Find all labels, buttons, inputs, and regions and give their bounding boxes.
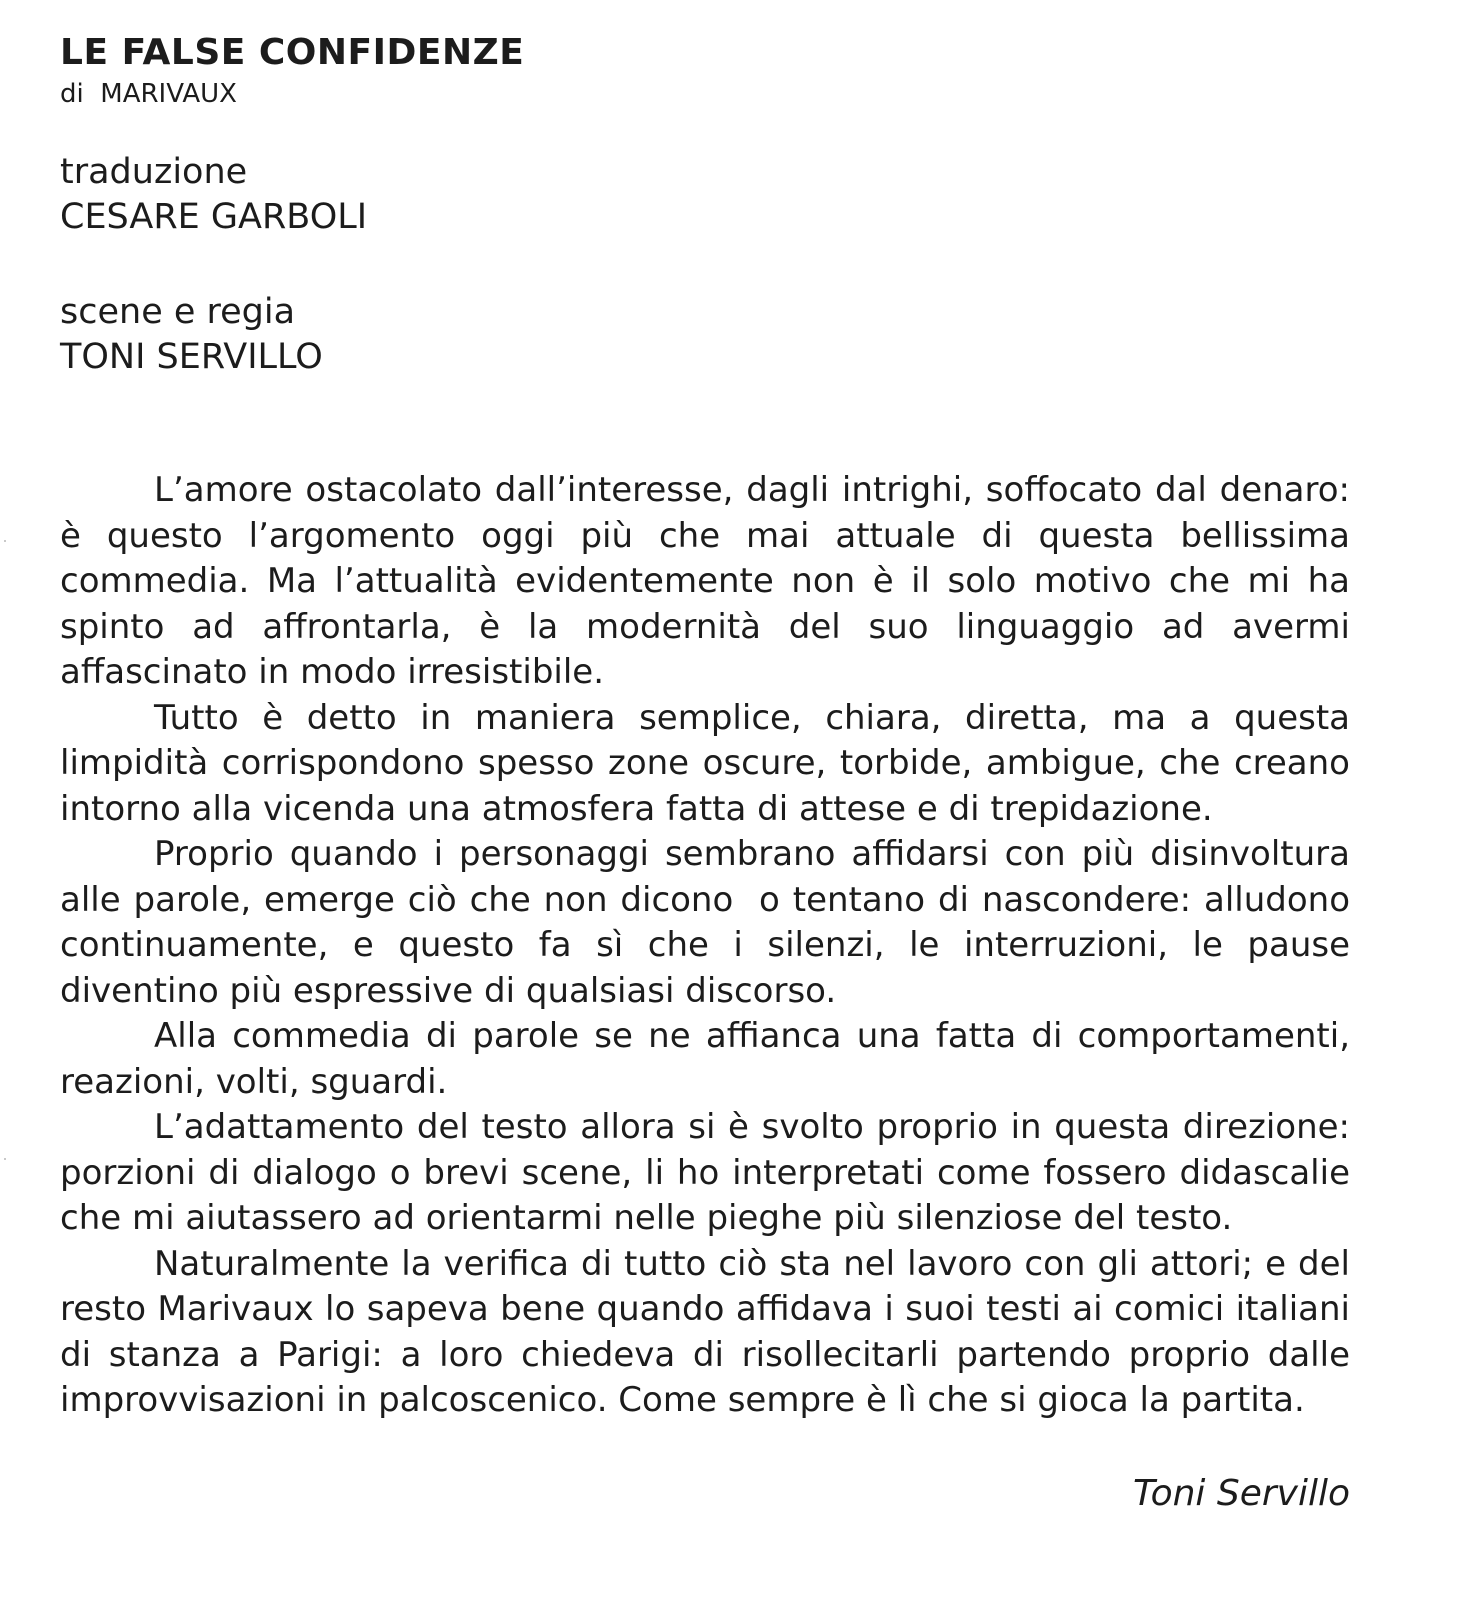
translation-credit — [60, 150, 367, 240]
play-author: di MARIVAUX — [60, 79, 237, 109]
note-paragraph: Naturalmente la verifica di tutto ciò sta nel lavoro con gli attori; e del resto Marivaux lo sapeva bene quando affidava i suoi testi ai comici italiani di stanza a Parigi: a loro chiedeva di risollecitarli partendo proprio dalle improvvisazioni in palcoscenico. Come sempre è lì che si gioca la partita. — [60, 1243, 1350, 1420]
note-paragraph: L’adattamento del testo allora si è svolto proprio in questa direzione: porzioni di dialogo o brevi scene, li ho interpretati come fossero didascalie che mi aiutassero ad orientarmi nelle pieghe più silenziose del testo. — [60, 1107, 1350, 1238]
scan-speck — [4, 540, 6, 542]
note-paragraph: Tutto è detto in maniera semplice, chiara, diretta, ma a questa limpidità corrispondono spesso zone oscure, torbide, ambigue, che creano intorno alla vicenda una atmosfera fatta di attese e di trepidazione. — [60, 697, 1350, 829]
direction-label: scene e regia — [60, 292, 296, 332]
director-name: TONI SERVILLO — [60, 337, 323, 377]
note-paragraph: Alla commedia di parole se ne affianca una fatta di comportamenti, reazioni, volti, sguardi. — [60, 1016, 1350, 1102]
director-note — [60, 468, 1361, 1424]
direction-credit — [60, 290, 323, 380]
signature: Toni Servillo — [1133, 1473, 1350, 1514]
play-title: LE FALSE CONFIDENZE — [60, 32, 525, 73]
translator-name: CESARE GARBOLI — [60, 197, 368, 237]
note-paragraph: L’amore ostacolato dall’interesse, dagli intrighi, soffocato dal denaro: è questo l’argomento oggi più che mai attuale di questa bellissima commedia. Ma l’attualità evidentemente non è il solo motivo che mi ha spinto ad affrontarla, è la modernità del suo linguaggio ad avermi affascinato in modo irresistibile. — [60, 470, 1350, 692]
note-paragraph: Proprio quando i personaggi sembrano affidarsi con più disinvoltura alle parole, emerge ciò che non dicono o tentano di nascondere: alludono continuamente, e questo fa sì che i silenzi, le interruzioni, le pause diventino più espressive di qualsiasi discorso. — [60, 834, 1361, 1011]
scan-speck — [4, 1158, 6, 1160]
translation-label: traduzione — [60, 152, 248, 192]
